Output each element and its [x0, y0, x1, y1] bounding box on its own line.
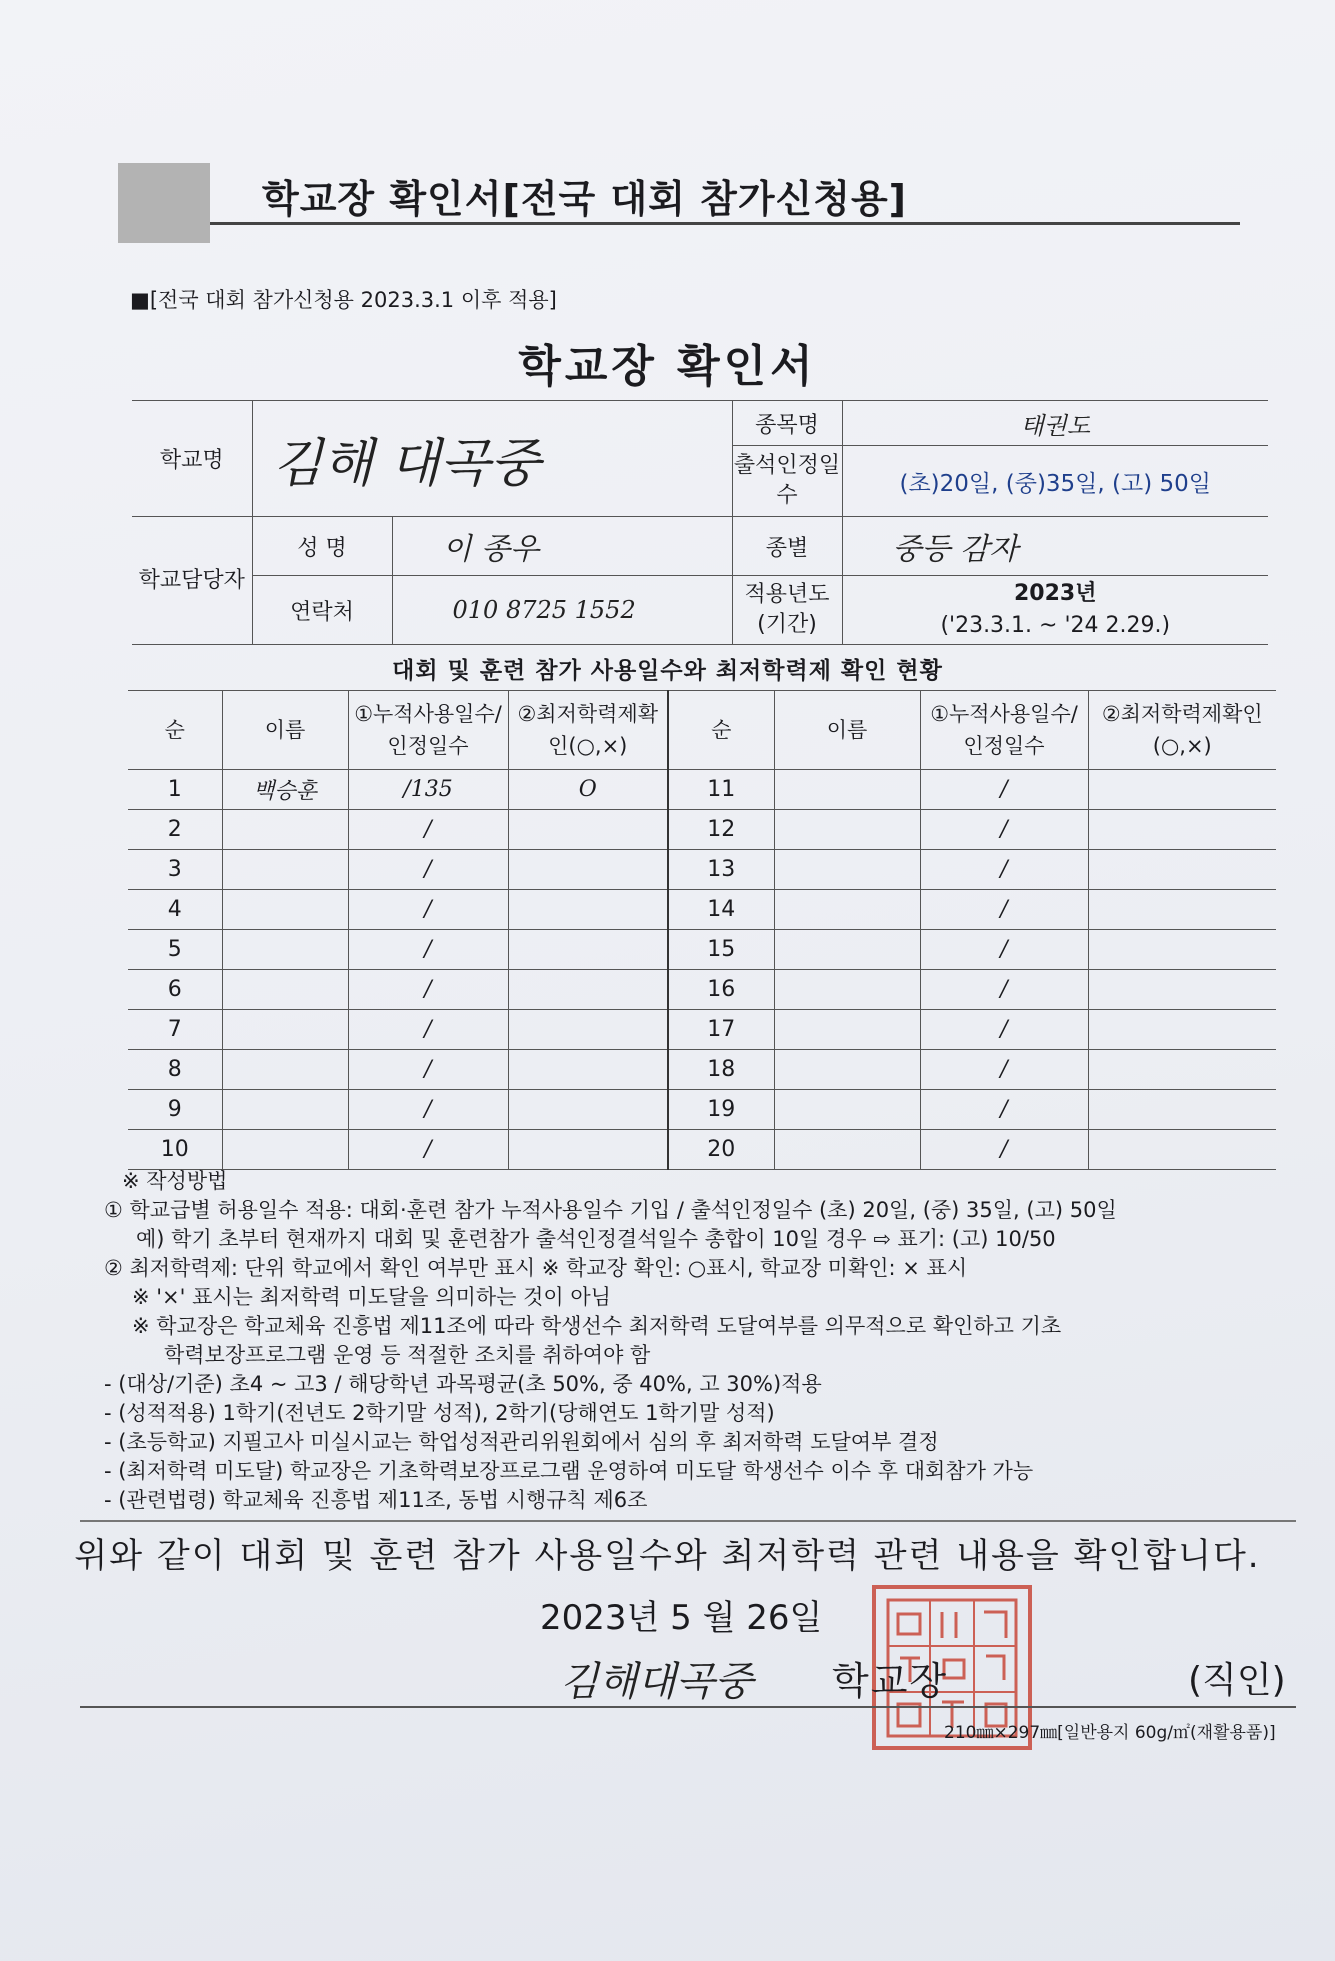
attendance-value: (초)20일, (중)35일, (고) 50일	[842, 446, 1268, 517]
name-label: 성 명	[252, 517, 392, 576]
event-label: 종별	[732, 517, 842, 576]
header-order-right: 순	[668, 691, 774, 770]
note-line: - (최저학력 미도달) 학교장은 기초학력보장프로그램 운영하여 미도달 학생선수 이수 후 대회참가 가능	[104, 1459, 1034, 1483]
note-line: ※ '×' 표시는 최저학력 미도달을 의미하는 것이 아님	[132, 1285, 611, 1309]
year-cell	[842, 576, 1268, 645]
confirmation-statement: 위와 같이 대회 및 훈련 참가 사용일수와 최저학력 관련 내용을 확인합니다.	[74, 1536, 1261, 1576]
cell-right-order: 17	[668, 1010, 774, 1050]
table-row	[128, 770, 1276, 810]
cell-right-order: 11	[668, 770, 774, 810]
cell-right-order: 19	[668, 1090, 774, 1130]
cell-right-order: 18	[668, 1050, 774, 1090]
event-value: 중등 감자	[842, 517, 1268, 576]
note-line: - (관련법령) 학교체육 진흥법 제11조, 동법 시행규칙 제6조	[104, 1488, 648, 1512]
table-row	[128, 970, 1276, 1010]
cell-left-order: 3	[128, 850, 222, 890]
confirm-rule	[80, 1520, 1296, 1522]
cell-left-name	[222, 850, 348, 890]
cell-right-name	[774, 1090, 920, 1130]
cell-right-name	[774, 890, 920, 930]
cell-left-name	[222, 1010, 348, 1050]
attendance-label: 출석인정일수	[732, 446, 842, 517]
cell-right-min	[1088, 1130, 1276, 1170]
signature-school: 김해대곡중	[560, 1659, 754, 1705]
year-label: 적용년도(기간)	[732, 576, 842, 645]
cell-left-min	[508, 850, 668, 890]
cell-right-days: /	[920, 890, 1088, 930]
header-block-decoration	[118, 163, 210, 243]
cell-left-days: /135	[348, 770, 508, 810]
cell-right-order: 12	[668, 810, 774, 850]
cell-left-name	[222, 1090, 348, 1130]
note-line: - (대상/기준) 초4 ~ 고3 / 해당학년 과목평균(초 50%, 중 40%, 고 30%)적용	[104, 1372, 822, 1396]
cell-left-order: 4	[128, 890, 222, 930]
cell-right-name	[774, 850, 920, 890]
sport-value: 태권도	[842, 401, 1268, 446]
school-name: 김해 대곡중	[252, 401, 732, 517]
cell-right-name	[774, 930, 920, 970]
cell-right-order: 16	[668, 970, 774, 1010]
header-days: ①누적사용일수/인정일수	[348, 691, 508, 770]
cell-left-order: 2	[128, 810, 222, 850]
cell-left-min	[508, 930, 668, 970]
table-row	[128, 1050, 1276, 1090]
cell-right-min	[1088, 850, 1276, 890]
header-days-right: ①누적사용일수/인정일수	[920, 691, 1088, 770]
bottom-rule	[80, 1706, 1296, 1708]
cell-left-min	[508, 810, 668, 850]
table-row	[128, 1130, 1276, 1170]
note-line: ① 학교급별 허용일수 적용: 대회·훈련 참가 누적사용일수 기입 / 출석인정일수 (초) 20일, (중) 35일, (고) 50일	[104, 1198, 1117, 1222]
period-value: ('23.3.1. ~ '24 2.29.)	[940, 613, 1171, 638]
roster-caption: 대회 및 훈련 참가 사용일수와 최저학력제 확인 현황	[392, 658, 943, 684]
cell-right-name	[774, 970, 920, 1010]
form-header-title: 학교장 확인서[전국 대회 참가신청용]	[262, 177, 908, 221]
cell-left-days: /	[348, 810, 508, 850]
cell-left-min	[508, 1050, 668, 1090]
school-label: 학교명	[132, 401, 252, 517]
cell-right-min	[1088, 970, 1276, 1010]
cell-right-days: /	[920, 930, 1088, 970]
cell-right-days: /	[920, 1130, 1088, 1170]
cell-left-days: /	[348, 1010, 508, 1050]
table-row	[128, 1010, 1276, 1050]
header-rule	[210, 222, 1240, 225]
cell-left-order: 7	[128, 1010, 222, 1050]
table-row	[128, 1090, 1276, 1130]
cell-left-days: /	[348, 970, 508, 1010]
table-row	[128, 810, 1276, 850]
table-row	[128, 850, 1276, 890]
cell-right-days: /	[920, 770, 1088, 810]
signature-title: 학교장	[832, 1659, 949, 1703]
cell-left-name	[222, 1050, 348, 1090]
cell-right-min	[1088, 770, 1276, 810]
cell-right-min	[1088, 890, 1276, 930]
cell-left-days: /	[348, 930, 508, 970]
cell-right-days: /	[920, 1050, 1088, 1090]
cell-right-min	[1088, 1050, 1276, 1090]
note-line: ② 최저학력제: 단위 학교에서 확인 여부만 표시 ※ 학교장 확인: ○표시, 학교장 미확인: × 표시	[104, 1256, 968, 1280]
header-min-right: ②최저학력제확인(○,×)	[1088, 691, 1276, 770]
note-line: - (초등학교) 지필고사 미실시교는 학업성적관리위원회에서 심의 후 최저학력 도달여부 결정	[104, 1430, 939, 1454]
roster-header-row	[128, 691, 1276, 770]
manager-name: 이 종우	[392, 517, 732, 576]
cell-right-days: /	[920, 810, 1088, 850]
cell-left-order: 9	[128, 1090, 222, 1130]
cell-left-order: 8	[128, 1050, 222, 1090]
header-order: 순	[128, 691, 222, 770]
cell-left-name	[222, 890, 348, 930]
cell-left-order: 6	[128, 970, 222, 1010]
sport-label: 종목명	[732, 401, 842, 446]
table-row	[128, 890, 1276, 930]
cell-right-days: /	[920, 850, 1088, 890]
school-info-table	[132, 400, 1268, 645]
cell-left-days: /	[348, 890, 508, 930]
cell-left-days: /	[348, 1050, 508, 1090]
cell-left-min	[508, 1130, 668, 1170]
cell-left-days: /	[348, 850, 508, 890]
cell-left-min	[508, 1090, 668, 1130]
cell-left-order: 5	[128, 930, 222, 970]
cell-right-min	[1088, 1010, 1276, 1050]
header-name-right: 이름	[774, 691, 920, 770]
cell-left-min	[508, 1010, 668, 1050]
cell-left-name	[222, 810, 348, 850]
cell-right-order: 15	[668, 930, 774, 970]
table-row	[128, 930, 1276, 970]
note-line: ※ 학교장은 학교체육 진흥법 제11조에 따라 학생선수 최저학력 도달여부를 의무적으로 확인하고 기초	[132, 1314, 1062, 1338]
note-heading: ※ 작성방법	[122, 1169, 228, 1193]
cell-right-days: /	[920, 1090, 1088, 1130]
contact-label: 연락처	[252, 576, 392, 645]
cell-right-name	[774, 1050, 920, 1090]
cell-right-min	[1088, 1090, 1276, 1130]
note-line: - (성적적용) 1학기(전년도 2학기말 성적), 2학기(당해연도 1학기말 성적)	[104, 1401, 775, 1425]
cell-right-order: 14	[668, 890, 774, 930]
cell-right-min	[1088, 930, 1276, 970]
cell-right-name	[774, 1130, 920, 1170]
cell-left-order: 10	[128, 1130, 222, 1170]
cell-right-name	[774, 770, 920, 810]
cell-left-days: /	[348, 1130, 508, 1170]
paper-spec: 210㎜×297㎜[일반용지 60g/㎡(재활용품)]	[944, 1723, 1276, 1743]
instructions	[104, 1167, 1304, 1515]
form-subnote: ■[전국 대회 참가신청용 2023.3.1 이후 적용]	[130, 288, 557, 312]
cell-left-name	[222, 930, 348, 970]
cell-left-min	[508, 890, 668, 930]
cell-right-name	[774, 1010, 920, 1050]
roster-table	[128, 690, 1276, 1170]
cell-left-name	[222, 1130, 348, 1170]
cell-left-min	[508, 970, 668, 1010]
year-value: 2023년	[1014, 581, 1097, 606]
cell-right-order: 13	[668, 850, 774, 890]
cell-left-name	[222, 970, 348, 1010]
cell-right-days: /	[920, 1010, 1088, 1050]
manager-label: 학교담당자	[132, 517, 252, 645]
cell-left-days: /	[348, 1090, 508, 1130]
document-title: 학교장 확인서	[518, 341, 817, 392]
roster-body	[128, 770, 1276, 1170]
header-min: ②최저학력제확인(○,×)	[508, 691, 668, 770]
cell-right-order: 20	[668, 1130, 774, 1170]
seal-label: (직인)	[1188, 1660, 1286, 1701]
note-line: 예) 학기 초부터 현재까지 대회 및 훈련참가 출석인정결석일수 총합이 10일 경우 ⇨ 표기: (고) 10/50	[136, 1227, 1056, 1251]
header-name: 이름	[222, 691, 348, 770]
cell-right-min	[1088, 810, 1276, 850]
contact-value: 010 8725 1552	[392, 576, 732, 645]
cell-left-order: 1	[128, 770, 222, 810]
note-line: 학력보장프로그램 운영 등 적절한 조치를 취하여야 함	[164, 1343, 651, 1367]
cell-right-days: /	[920, 970, 1088, 1010]
signing-date: 2023년 5 월 26일	[540, 1598, 823, 1638]
cell-left-name: 백승훈	[222, 770, 348, 810]
cell-right-name	[774, 810, 920, 850]
cell-left-min: O	[508, 770, 668, 810]
